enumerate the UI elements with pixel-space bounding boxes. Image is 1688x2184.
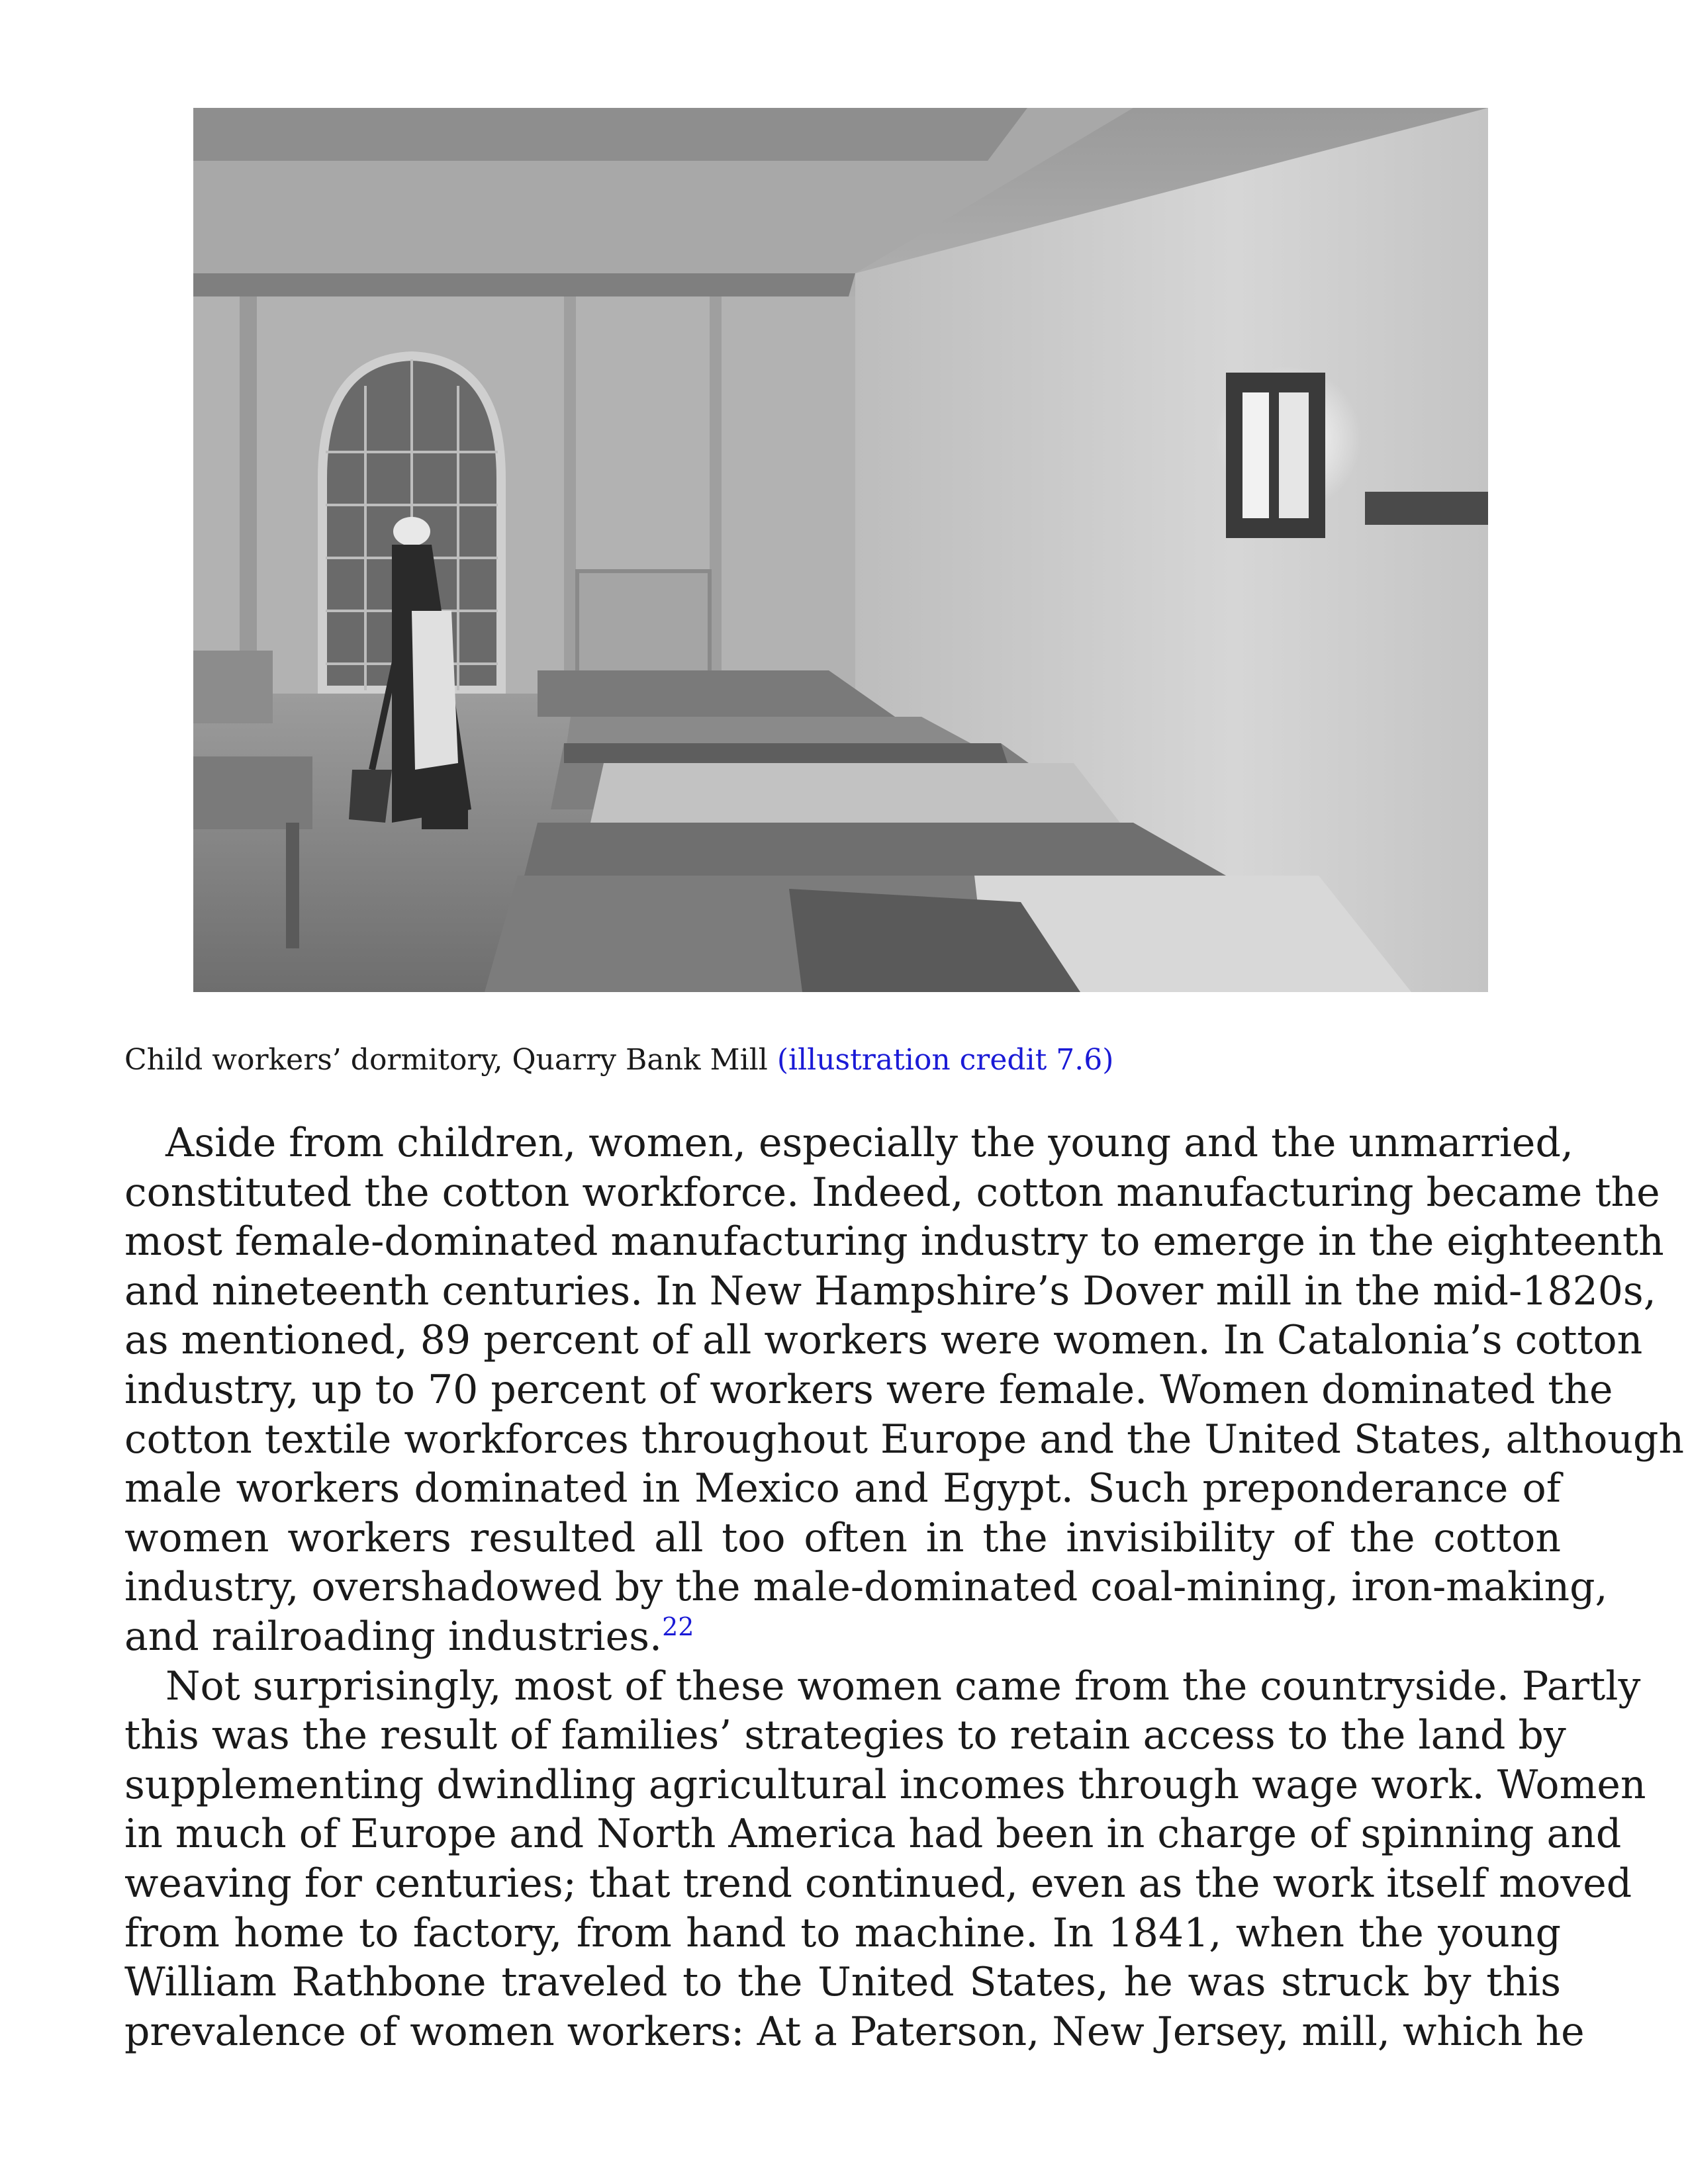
text-line: constituted the cotton workforce. Indeed, cotton manufacturing became the <box>124 1169 1660 1216</box>
dormitory-photo-drawing <box>193 108 1488 992</box>
text-line: William Rathbone traveled to the United States, he was struck by this <box>124 1959 1561 2006</box>
text-line: supplementing dwindling agricultural incomes through wage work. Women <box>124 1761 1646 1808</box>
dormitory-photo <box>193 108 1488 992</box>
illustration-credit-link[interactable]: (illustration credit 7.6) <box>776 1043 1114 1077</box>
text-line: from home to factory, from hand to machine. In 1841, when the young <box>124 1909 1561 1956</box>
footnote-link[interactable]: 22 <box>662 1612 694 1641</box>
text-line: industry, up to 70 percent of workers were female. Women dominated the <box>124 1366 1613 1413</box>
text-line: cotton textile workforces throughout Europe and the United States, although <box>124 1416 1685 1463</box>
text-line: prevalence of women workers: At a Paterson, New Jersey, mill, which he <box>124 2008 1585 2055</box>
paragraph <box>124 1118 1685 1662</box>
text-line: weaving for centuries; that trend continued, even as the work itself moved <box>124 1860 1632 1907</box>
body-text <box>124 1118 1685 2056</box>
text-line: women workers resulted all too often in the invisibility of the cotton <box>124 1514 1561 1561</box>
caption-text: Child workers’ dormitory, Quarry Bank Mill <box>124 1043 768 1077</box>
text-line <box>124 1612 1561 1662</box>
text-line: and nineteenth centuries. In New Hampshire’s Dover mill in the mid-1820s, <box>124 1267 1656 1314</box>
figure-caption <box>124 1040 1568 1080</box>
text-line: Not surprisingly, most of these women came from the countryside. Partly <box>165 1662 1641 1709</box>
text-line-content: and railroading industries. <box>124 1613 663 1660</box>
text-line: in much of Europe and North America had been in charge of spinning and <box>124 1811 1622 1858</box>
text-line: industry, overshadowed by the male-dominated coal-mining, iron-making, <box>124 1564 1608 1611</box>
paragraph <box>124 1662 1646 2057</box>
text-line: male workers dominated in Mexico and Egypt. Such preponderance of <box>124 1465 1561 1512</box>
text-line: most female-dominated manufacturing industry to emerge in the eighteenth <box>124 1218 1664 1265</box>
text-line: this was the result of families’ strategies to retain access to the land by <box>124 1712 1566 1759</box>
text-line: Aside from children, women, especially the young and the unmarried, <box>165 1120 1573 1166</box>
text-line: as mentioned, 89 percent of all workers were women. In Catalonia’s cotton <box>124 1317 1643 1364</box>
